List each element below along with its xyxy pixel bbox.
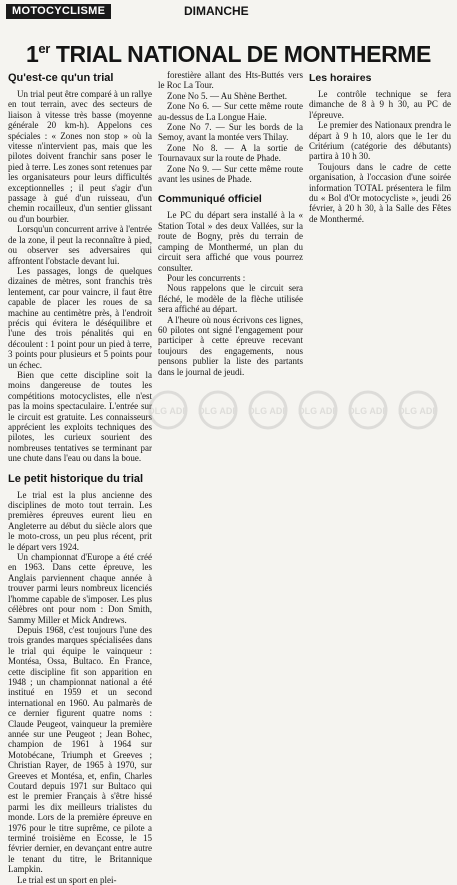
subhead-official-notice: Communiqué officiel [158, 193, 262, 206]
watermark-logo-text: DLG ADF [398, 406, 438, 416]
day-label: DIMANCHE [184, 4, 249, 18]
watermark-logo [250, 392, 286, 428]
watermark-logo-text: DLG ADF [148, 406, 188, 416]
archive-watermark [146, 380, 456, 440]
watermark-logo-text: DLG ADF [198, 406, 238, 416]
watermark-logo [300, 392, 336, 428]
paragraph: Un trial peut être comparé à un rallye en tout terrain, avec des secteurs de liaison à vitesse très basse (moyenne générale 20 km-h). Appelons ces spéciales : « Zones non stop » où la vitesse n'intervient pas, mais que les pilotes doivent franchir sans poser le pied à terre. Les zones sont retenues par les organisateurs pour leurs difficultés exceptionnelles ; il peut s'agir d'un passage à gué d'un ruisseau, d'un chemin rocailleux, d'un sentier glissant ou d'un bourbier. [8, 89, 152, 224]
paragraph: Zone No 8. — A la sortie de Tournavaux sur la route de Phade. [158, 142, 303, 164]
paragraph: Depuis 1968, c'est toujours l'une des trois grandes marques spécialisées dans le trial qui équipe le vainqueur : Montésa, Ossa, Bultaco. En France, cette discipline fit son apparition en 1948 ; un championnat national a été institué en 1959 et un second international en 1960. Au palmarès de ce dernier figurent quatre noms : Claude Peugeot, vainqueur la première année sur une Peugeot ; Jean Bohec, champion de 1961 à 1964 sur Motobécane, Triumph et Greeves ; Christian Rayer, de 1965 à 1970, sur Greeves et Montésa, et, enfin, Charles Coutard depuis 1971 sur Bultaco qui est le premier Français à s'être hissé parmi les dix meilleurs trialistes du monde. Lors de la première épreuve en 1976 pour le titre suprême, ce pilote a terminé troisième en Ecosse, le 15 février dernier, en devançant entre autre le tenant du titre, le Britannique Lampkin. [8, 624, 152, 875]
paragraph: Un championnat d'Europe a été créé en 1963. Dans cette épreuve, les Anglais parviennent chaque année à trouver parmi leurs nombreux licenciés l'homme capable de s'imposer. Les plus célèbres ont pour nom : Don Smith, Sammy Miller et Mick Andrews. [8, 552, 152, 625]
paragraph: Pour les concurrents : [167, 272, 246, 283]
paragraph: Les passages, longs de quelques dizaines de mètres, sont franchis très lentement, car pour vaincre, il faut être capable de placer les roues de sa machine au centimètre près, à l'endroit précis qui évitera le déséquilibre et l'une des trois pénalités qui en découlent : 1 point pour un pied à terre, 3 points pour plusieurs et 5 points pour un échec. [8, 265, 152, 370]
paragraph: A l'heure où nous écrivons ces lignes, 60 pilotes ont signé l'engagement pour participer à cette épreuve recevant toujours des engagements, nous pensons publier la liste des partants dans le journal de jeudi. [158, 314, 303, 377]
paragraph: Le premier des Nationaux prendra le départ à 9 h 10, alors que le 1er du Critérium (catégorie des débutants) partira à 10 h 30. [309, 120, 451, 162]
watermark-logo [350, 392, 386, 428]
paragraph: Zone No 6. — Sur cette même route au-dessus de La Longue Haie. [158, 101, 303, 122]
watermark-logo-text: DLG ADF [348, 406, 388, 416]
article-text [309, 89, 451, 224]
paragraph: Le trial est un sport en plei- [17, 874, 117, 885]
paragraph: Zone No 5. — Au Shène Berthet. [167, 90, 287, 101]
watermark-logo-text: DLG ADF [298, 406, 338, 416]
article-text [8, 490, 152, 885]
subhead-history: Le petit historique du trial [8, 472, 144, 485]
paragraph: Le contrôle technique se fera dimanche de 8 à 9 h 30, au PC de l'épreuve. [309, 89, 451, 120]
paragraph: Bien que cette discipline soit la moins dangereuse de toutes les compétitions motocyclistes, elle n'est pas la moins spectaculaire. L'entrée sur le circuit est gratuite. Les connaisseurs apprécient les exploits techniques des pilotes, les curieux sourient des nombreuses tentatives se terminant par une chute dans l'eau ou dans la boue. [8, 369, 152, 464]
paragraph: forestière allant des Hts-Buttés vers le Roc La Tour. [158, 70, 303, 91]
paragraph: Zone No 9. — Sur cette même route avant les usines de Phade. [158, 163, 303, 185]
watermark-logo [150, 392, 186, 428]
paragraph: Toujours dans le cadre de cette organisation, à l'occasion d'une soirée information TOTAL présentera le film du « Bol d'Or motocycliste », jeudi 26 février, à 20 h 30, à la Salle des Fêtes de Monthermé. [309, 161, 451, 224]
headline-number: 1 [26, 41, 39, 67]
header-bar [6, 3, 451, 21]
watermark-logo-text: DLG ADF [248, 406, 288, 416]
subhead-what-is-trial: Qu'est-ce qu'un trial [8, 72, 114, 84]
subhead-schedule: Les horaires [309, 72, 372, 84]
column-2 [158, 70, 303, 377]
article-text [158, 70, 303, 184]
column-3 [309, 70, 451, 224]
headline [6, 36, 451, 67]
headline-ordinal: er [38, 41, 50, 56]
paragraph: Nous rappelons que le circuit sera fléché, le modèle de la flèche utilisée sera affiché au départ. [158, 283, 303, 315]
watermark-logo [200, 392, 236, 428]
section-label: MOTOCYCLISME [6, 4, 111, 19]
headline-text: TRIAL NATIONAL DE MONTHERME [49, 41, 431, 67]
article-text [158, 210, 303, 377]
paragraph: Zone No 7. — Sur les bords de la Semoy, avant la montée vers Thilay. [158, 122, 303, 143]
paragraph: Le PC du départ sera installé à la « Station Total » des deux Vallées, sur la route de Bogny, près du terrain de camping de Monthermé, un plan du circuit sera affiché que vous pourrez consulter. [158, 210, 303, 273]
column-1 [8, 70, 152, 885]
watermark-logo [400, 392, 436, 428]
paragraph: Lorsqu'un concurrent arrive à l'entrée de la zone, il peut la reconnaître à pied, ou observer ses adversaires qui affrontent l'obstacle devant lui. [8, 224, 152, 266]
article-text [8, 89, 152, 464]
paragraph: Le trial est la plus ancienne des disciplines de moto tout terrain. Les premières épreuves eurent lieu en Angleterre au début du siècle alors que le moto-cross, un peu plus récent, prit le départ vers 1924. [8, 489, 152, 552]
